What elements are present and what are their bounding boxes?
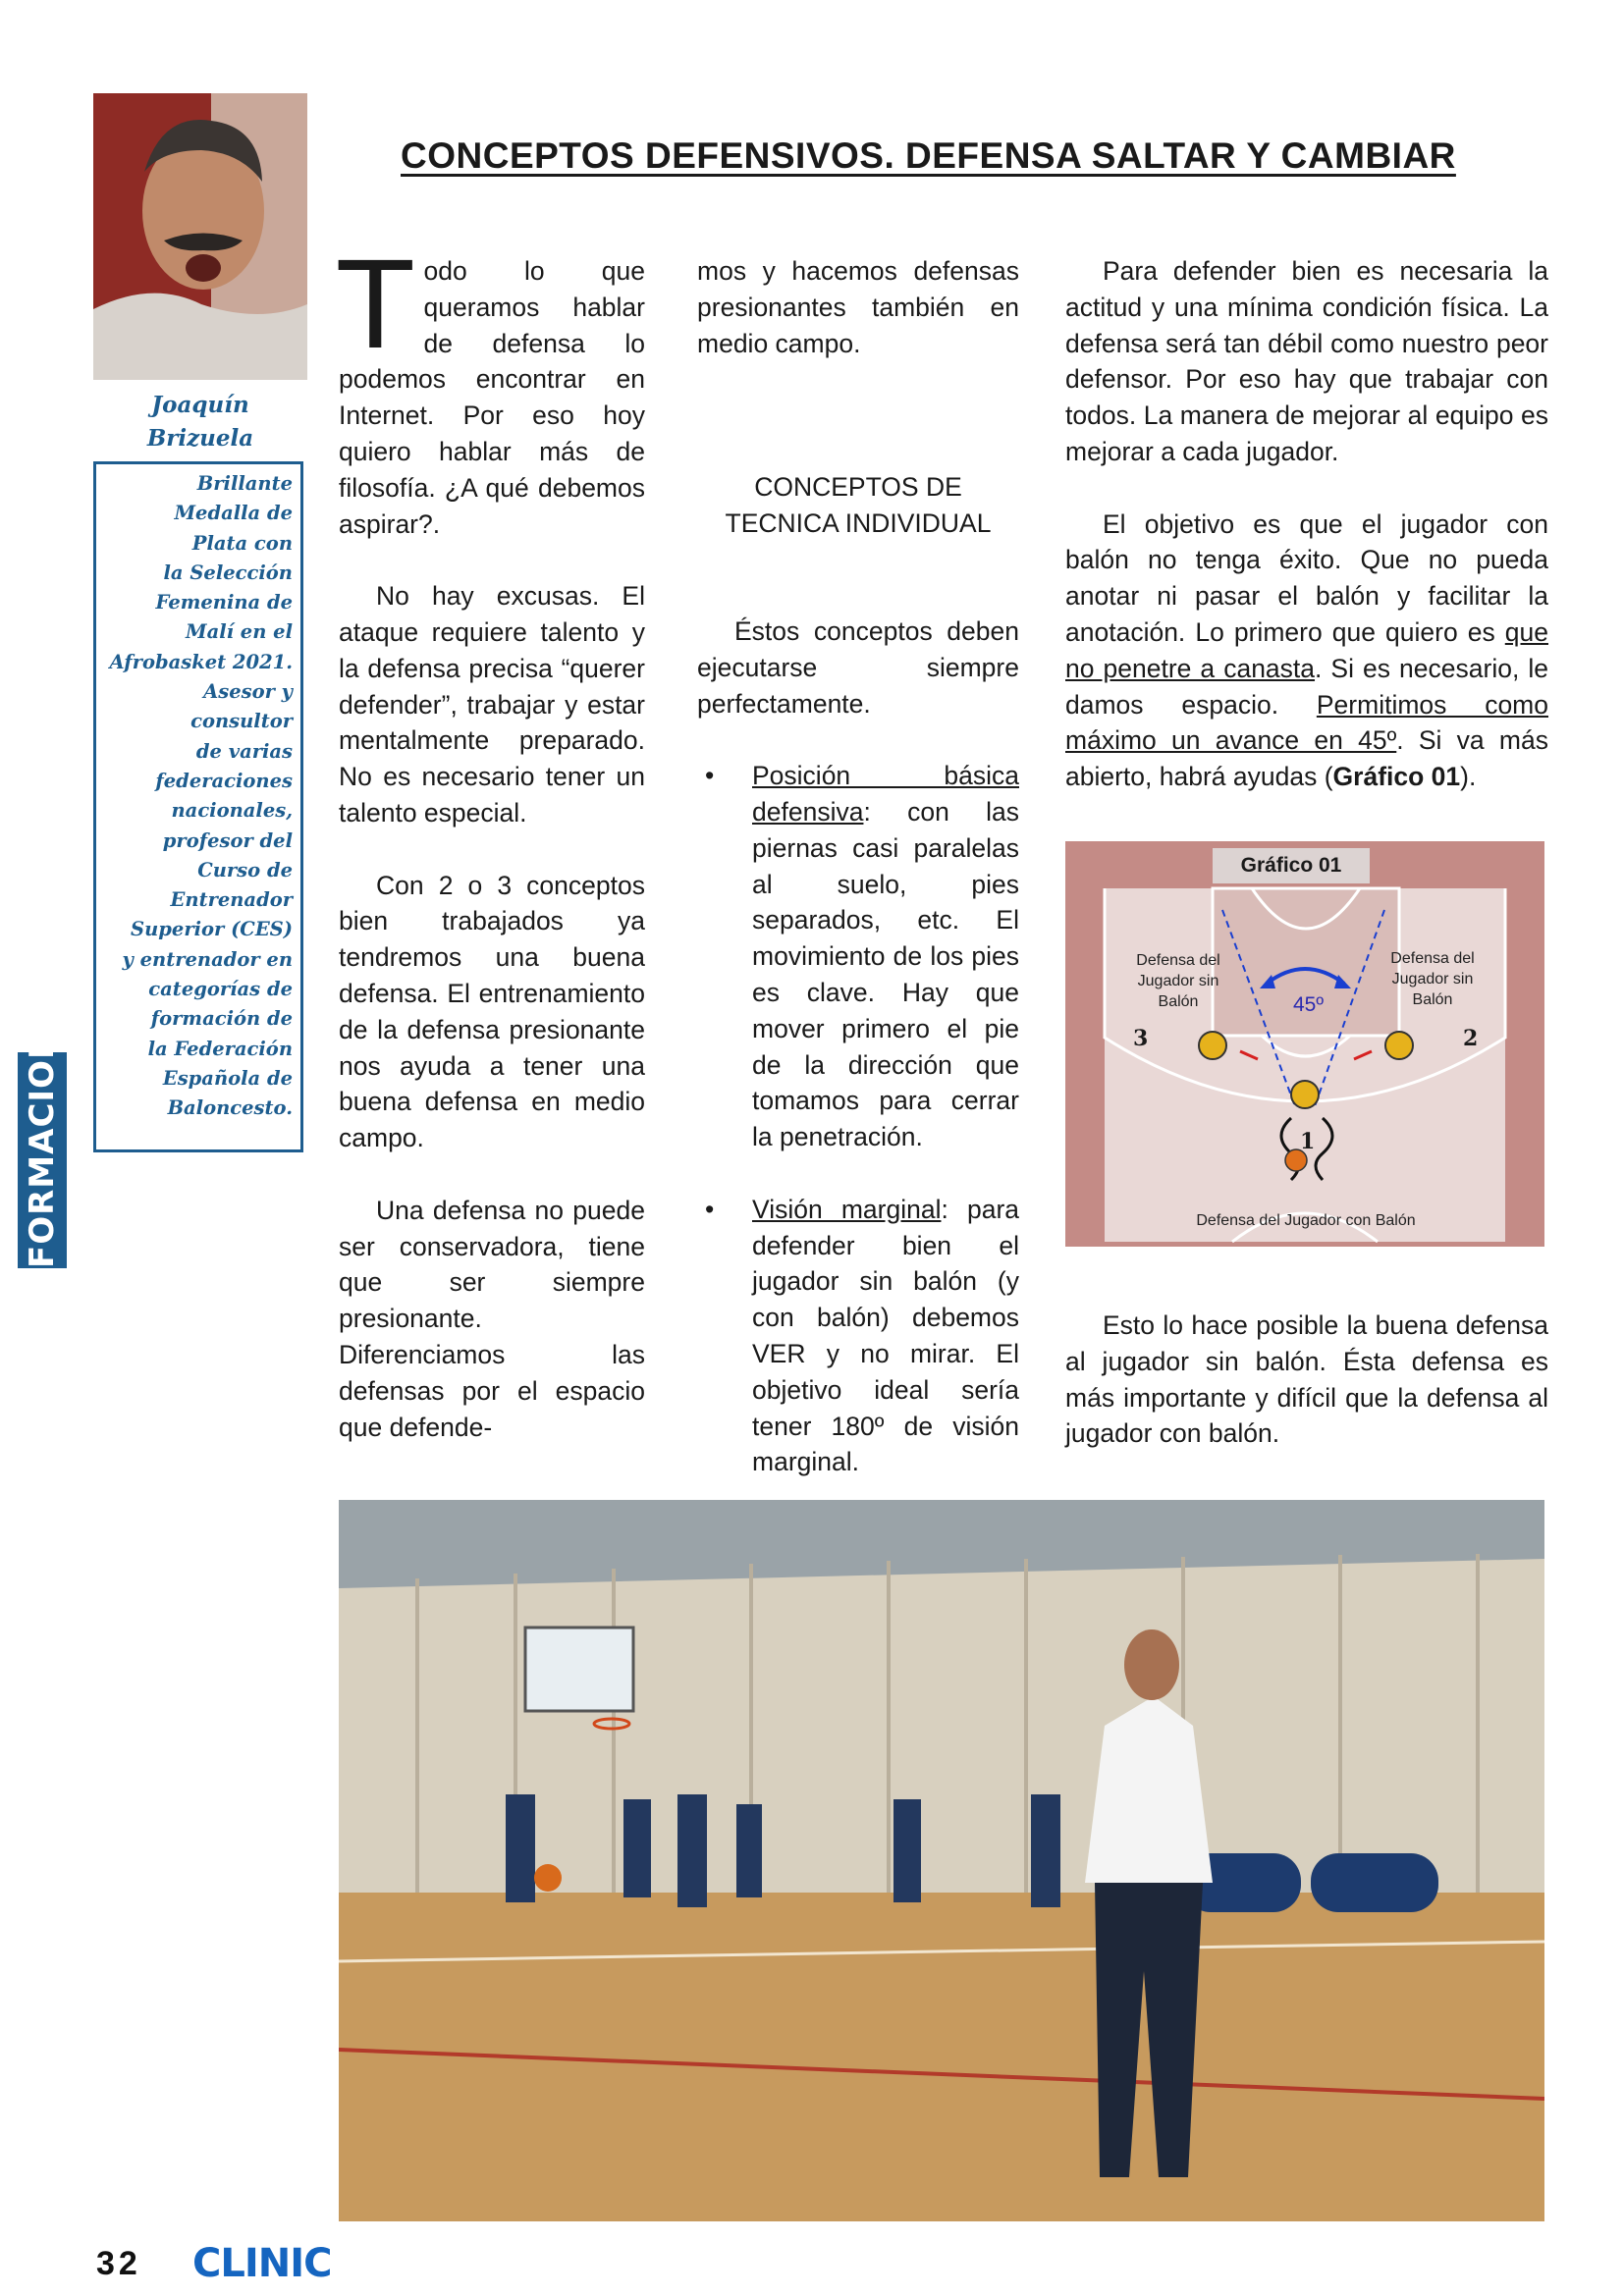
text-run-underlined: Permitimos como máximo un avance en 45º: [1065, 689, 1548, 756]
text-run: El objetivo es que el jugador con balón no tenga éxito. Que no pueda anotar ni pasar el balón y facilitar la anotación. Lo primero que quiero es: [1065, 508, 1548, 647]
training-photo: [339, 1500, 1544, 2221]
author-bio-line: de varias: [195, 739, 293, 763]
author-bio-line: categorías de: [148, 978, 293, 1001]
paragraph: odo lo que queramos hablar de defensa lo podemos encontrar en Internet. Por eso hoy quiero hablar más de filosofía. ¿A qué debemos aspirar?.: [339, 256, 645, 539]
author-portrait: [93, 93, 307, 380]
figure-title: Gráfico 01: [1213, 848, 1370, 883]
bullet-list: [697, 758, 1019, 1480]
author-bio-line: Afrobasket 2021.: [109, 650, 293, 673]
figure-angle: 45º: [1293, 993, 1325, 1016]
paragraph: mos y hacemos defensas presionantes también en medio campo.: [697, 256, 1019, 358]
paragraph: Para defender bien es necesaria la actitud y una mínima condición física. La defensa será tan débil como nuestro peor defensor. Por eso hay que trabajar con todos. La manera de mejorar al equipo es mejorar a cada jugador.: [1065, 256, 1548, 466]
heading-line: TECNICA INDIVIDUAL: [725, 508, 992, 539]
bullet-term: Posición básica defensiva: [752, 761, 1019, 827]
author-bio-line: Entrenador: [170, 888, 293, 912]
author-bio-line: consultor: [190, 710, 293, 733]
author-first-name: Joaquín: [151, 392, 249, 418]
paragraph: Una defensa no puede ser conservadora, tiene que ser siempre presionante. Diferenciamos las defensas por el espacio que defende-: [339, 1195, 645, 1442]
author-bio-line: Asesor y: [203, 680, 293, 704]
author-bio-line: profesor del: [162, 828, 293, 852]
author-bio-line: federaciones: [155, 769, 293, 792]
author-bio-line: Femenina de: [155, 591, 293, 614]
text-column-1: [339, 237, 645, 1481]
figure-label-right: Defensa del Jugador sin Balón: [1390, 950, 1475, 1008]
author-bio-line: Brillante: [196, 472, 293, 495]
bullet-term: Visión marginal: [752, 1194, 942, 1224]
text-column-3: [1065, 253, 1548, 831]
drop-cap: T: [339, 237, 412, 376]
figure-player-3: 3: [1133, 1026, 1149, 1051]
author-bio-line: Baloncesto.: [167, 1096, 293, 1120]
figure-player-1: 1: [1300, 1129, 1316, 1154]
heading-line: CONCEPTOS DE: [754, 472, 962, 503]
text-run: ).: [1460, 762, 1477, 792]
author-bio-line: Malí en el: [185, 620, 293, 644]
author-bio-line: la Selección: [163, 561, 293, 584]
list-item: [697, 758, 1019, 1155]
figure-player-2: 2: [1463, 1026, 1479, 1051]
author-bio-line: Superior (CES): [131, 918, 293, 941]
paragraph: No hay excusas. El ataque requiere talento y la defensa precisa “querer defender”, trabajar y estar mentalmente preparado. No es necesario tener un talento especial.: [339, 581, 645, 828]
article-title: CONCEPTOS DEFENSIVOS. DEFENSA SALTAR Y CAMBIAR: [401, 135, 1456, 176]
text-column-2: [697, 253, 1019, 1517]
magazine-logo: CLINIC: [192, 2241, 332, 2286]
paragraph: Esto lo hace posible la buena defensa al jugador sin balón. Ésta defensa es más importante y difícil que la defensa al jugador con balón.: [1065, 1310, 1548, 1449]
author-bio-line: Plata con: [191, 531, 293, 555]
text-run-bold: Gráfico 01: [1332, 762, 1461, 792]
author-bio-line: la Federación: [147, 1037, 293, 1060]
author-name: [93, 389, 307, 455]
text-run-underlined: que no penetre a canasta: [1065, 616, 1548, 683]
author-last-name: Brizuela: [146, 425, 254, 452]
section-heading: [697, 469, 1019, 542]
paragraph: Con 2 o 3 conceptos bien trabajados ya tendremos una buena defensa. El entrenamiento de la defensa presionante nos ayuda a tener una buena defensa en medio campo.: [339, 870, 645, 1153]
bullet-text: : con las piernas casi paralelas al suelo, pies separados, etc. El movimiento de los pies es clave. Hay que mover primero el pie de la dirección que tomamos para cerrar la penetración.: [752, 796, 1019, 1152]
paragraph: Éstos conceptos deben ejecutarse siempre perfectamente.: [697, 615, 1019, 719]
section-tab: [18, 1030, 67, 1268]
figure-label-left: Defensa del Jugador sin Balón: [1136, 952, 1220, 1010]
list-item: [697, 1192, 1019, 1480]
figure-label-bottom: Defensa del Jugador con Balón: [1196, 1212, 1416, 1229]
author-bio-line: nacionales,: [171, 799, 293, 823]
author-bio: [106, 469, 293, 1124]
author-bio-line: formación de: [150, 1007, 293, 1031]
author-bio-line: y entrenador en: [122, 947, 293, 971]
text-column-3-lower: [1065, 1308, 1548, 1488]
section-label: FORMACION: [18, 1052, 67, 1268]
page-number: 32: [96, 2245, 141, 2282]
author-bio-line: Medalla de: [174, 502, 293, 525]
author-bio-line: Española de: [162, 1066, 293, 1090]
text-run: . Si va más abierto, habrá ayudas (: [1065, 725, 1548, 792]
bullet-text: : para defender bien el jugador sin balón (y con balón) debemos VER y no mirar. El objetivo ideal sería tener 180º de visión marginal.: [752, 1194, 1020, 1477]
paragraph: [1065, 507, 1548, 795]
author-bio-line: Curso de: [197, 858, 293, 881]
text-run: . Si es necesario, le damos espacio.: [1065, 653, 1548, 720]
